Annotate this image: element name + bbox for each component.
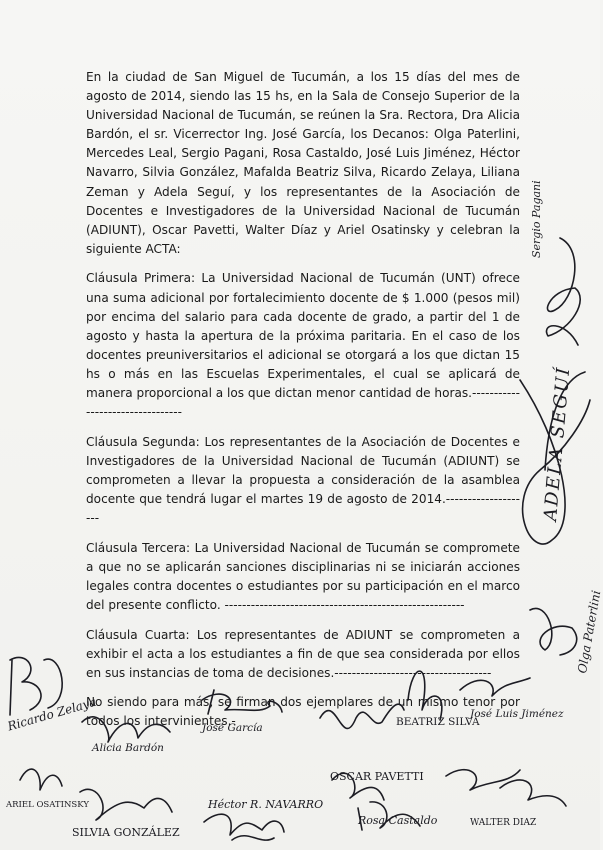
signature-ricardo-zelaya: Ricardo Zelaya <box>6 694 98 734</box>
signature-walter-diaz: WALTER DIAZ <box>470 818 537 828</box>
signature-jose-luis-jimenez: José Luis Jiménez <box>470 708 564 720</box>
signature-sergio-pagani: Sergio Pagani <box>530 180 543 258</box>
signature-silvia-gonzalez: SILVIA GONZÁLEZ <box>72 826 180 839</box>
clausula-tercera: Cláusula Tercera: La Universidad Nacional de Tucumán se compromete a que no se aplicarán sanciones disciplinarias ni se iniciarán acciones legales contra docentes o estudiantes por su participación en el marco del presente conflicto. ------------------------------------------------------- <box>86 540 520 612</box>
signature-adela-segui: ADELA SEGUÍ <box>540 365 575 522</box>
closing-paragraph: No siendo para más, se firman dos ejemplares de un mismo tenor por todos los intervinientes.- <box>86 695 520 729</box>
signature-hector-navarro: Héctor R. NAVARRO <box>208 798 324 811</box>
clausula-primera: Cláusula Primera: La Universidad Nacional de Tucumán (UNT) ofrece una suma adicional por fortalecimiento docente de $ 1.000 (pesos mil) por encima del salario para cada docente de grado, a partir del 1 de agosto y hasta la apertura de la próxima paritaria. En el caso de los docentes preuniversitarios el adicional se otorgará a los que dictan 15 hs o más en las Escuelas Experimentales, el cual se aplicará de manera proporcional a los que dictan menor cantidad de horas.--------------------------------- <box>86 271 521 420</box>
clausula-segunda: Cláusula Segunda: Los representantes de la Asociación de Docentes e Investigadores de la Universidad Nacional de Tucumán (ADIUNT) se comprometen a llevar la propuesta a consideración de la asamblea docente que tendrá lugar el martes 19 de agosto de 2014.-------------------- <box>86 434 520 526</box>
intro-paragraph: En la ciudad de San Miguel de Tucumán, a los 15 días del mes de agosto de 2014, siendo las 15 hs, en la Sala de Consejo Superior de la Universidad Nacional de Tucumán, se reúnen la Sra. Rectora, Dra Alicia Bardón, el sr. Vicerrector Ing. José García, los Decanos: Olga Paterlini, Mercedes Leal, Sergio Pagani, Rosa Castaldo, José Luis Jiménez, Héctor Navarro, Silvia González, Mafalda Beatriz Silva, Ricardo Zelaya, Liliana Zeman y Adela Seguí, y los representantes de la Asociación de Docentes e Investigadores de la Universidad Nacional de Tucumán (ADIUNT), Oscar Pavetti, Walter Díaz y Ariel Osatinsky y celebran la siguiente ACTA: <box>86 70 520 256</box>
signature-oscar-pavetti: OSCAR PAVETTI <box>330 770 424 783</box>
signature-jose-garcia: José García <box>202 722 263 734</box>
clausula-cuarta: Cláusula Cuarta: Los representantes de ADIUNT se comprometen a exhibir el acta a los estudiantes a fin de que sea considerada por ellos en sus instancias de toma de decisiones.------------------------------------ <box>86 627 520 680</box>
signature-olga-paterlini: Olga Paterlini <box>575 589 603 675</box>
acta-body <box>86 68 520 742</box>
signature-ariel-osatinsky: ARIEL OSATINSKY <box>6 800 89 810</box>
signature-alicia-bardon: Alicia Bardón <box>92 742 164 754</box>
signature-rosa-castaldo: Rosa Castaldo <box>358 814 438 827</box>
signature-beatriz-silva: BEATRIZ SILVA <box>396 716 480 728</box>
